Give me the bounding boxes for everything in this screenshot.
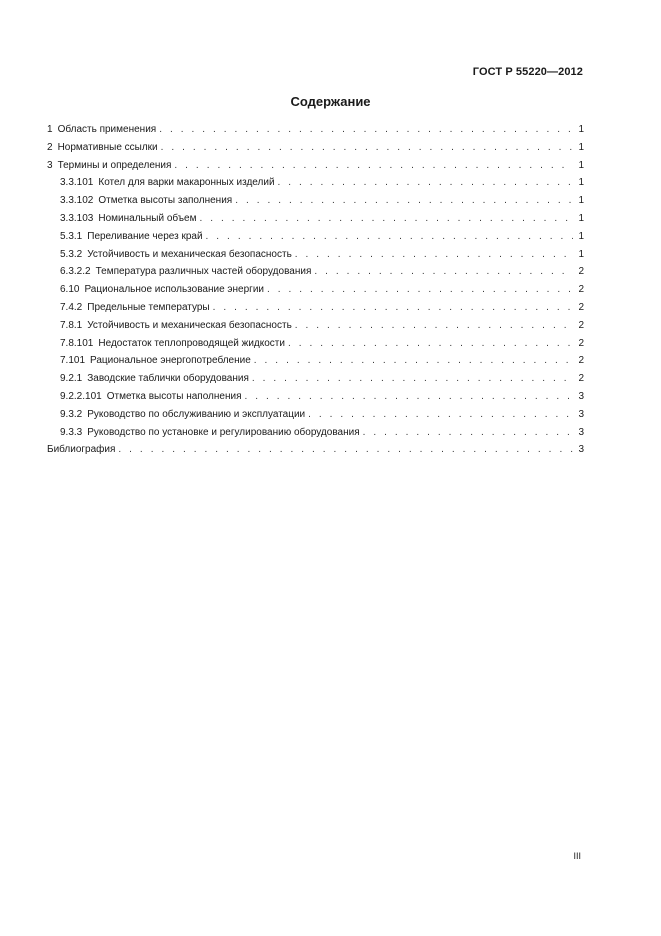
toc-entry-page: 1 bbox=[578, 124, 584, 135]
toc-dot-leader bbox=[213, 299, 573, 317]
toc-title: Содержание bbox=[290, 94, 371, 109]
toc-dot-leader bbox=[278, 174, 573, 192]
toc-entry-page: 1 bbox=[578, 195, 584, 207]
toc-entry-number: 9.2.2.101 bbox=[60, 390, 102, 402]
toc-entry[interactable] bbox=[47, 424, 584, 442]
toc-entry[interactable] bbox=[47, 388, 584, 406]
toc-dot-leader bbox=[295, 317, 573, 335]
toc-entry[interactable] bbox=[47, 174, 584, 192]
toc-dot-leader bbox=[244, 388, 573, 406]
toc-entry-number: 5.3.1 bbox=[60, 230, 83, 242]
toc-entry-page: 2 bbox=[578, 355, 584, 367]
toc-entry[interactable] bbox=[47, 263, 584, 281]
toc-dot-leader bbox=[235, 192, 573, 210]
toc-entry-number: 6.10 bbox=[60, 284, 80, 296]
toc-entry[interactable] bbox=[47, 299, 584, 317]
toc-entry-page: 1 bbox=[578, 248, 584, 260]
toc-entry-title: Устойчивость и механическая безопасность bbox=[87, 248, 292, 260]
toc-entry-page: 2 bbox=[578, 337, 584, 349]
toc-entry-title: Термины и определения bbox=[57, 159, 172, 171]
toc-dot-leader bbox=[161, 139, 573, 157]
toc-entry-page: 2 bbox=[578, 373, 584, 385]
toc-entry[interactable] bbox=[47, 335, 584, 353]
toc-entry-page: 3 bbox=[578, 408, 584, 420]
toc-entry-page: 1 bbox=[578, 230, 584, 242]
toc-entry-title: Рациональное энергопотребление bbox=[90, 355, 251, 367]
toc-entry-page: 2 bbox=[578, 284, 584, 296]
toc-dot-leader bbox=[363, 424, 573, 442]
toc-entry-number: 3 bbox=[47, 159, 53, 171]
toc-dot-leader bbox=[252, 370, 573, 388]
toc-entry-number: 5.3.2 bbox=[60, 248, 83, 260]
toc-entry-number: 1 bbox=[47, 124, 53, 135]
toc-entry[interactable] bbox=[47, 157, 584, 175]
page-number: III bbox=[573, 851, 581, 861]
toc-entry-title: Рациональное использование энергии bbox=[84, 284, 264, 296]
toc-entry[interactable] bbox=[47, 210, 584, 228]
toc-entry-page: 3 bbox=[578, 390, 584, 402]
toc-entry-title: Котел для варки макаронных изделий bbox=[98, 177, 275, 189]
toc-dot-leader bbox=[308, 406, 573, 424]
toc-entry[interactable] bbox=[47, 246, 584, 264]
toc-dot-leader bbox=[199, 210, 573, 228]
toc-dot-leader bbox=[295, 246, 573, 264]
toc-entry-number: 7.4.2 bbox=[60, 301, 83, 313]
toc-dot-leader bbox=[206, 228, 573, 246]
toc-entry-title: Температура различных частей оборудования bbox=[95, 266, 312, 278]
toc-entry-page: 2 bbox=[578, 319, 584, 331]
toc-entry[interactable] bbox=[47, 139, 584, 157]
toc-entry-title: Руководство по установке и регулированию оборудования bbox=[87, 426, 360, 438]
toc-entry-page: 1 bbox=[578, 141, 584, 153]
toc-entry-title: Нормативные ссылки bbox=[57, 141, 158, 153]
toc-dot-leader bbox=[254, 352, 573, 370]
toc-entry[interactable] bbox=[47, 317, 584, 335]
toc-entry-number: 7.101 bbox=[60, 355, 86, 367]
toc-entry-title: Устойчивость и механическая безопасность bbox=[87, 319, 292, 331]
toc-entry-page: 2 bbox=[578, 301, 584, 313]
toc-dot-leader bbox=[288, 335, 573, 353]
toc-entry-title: Номинальный объем bbox=[98, 212, 197, 224]
toc-entry-title: Заводские таблички оборудования bbox=[87, 373, 249, 385]
toc-dot-leader bbox=[159, 121, 573, 139]
toc-entry-number: 9.2.1 bbox=[60, 373, 83, 385]
toc-entry-title: Переливание через край bbox=[87, 230, 203, 242]
toc-entry-number: 3.3.101 bbox=[60, 177, 94, 189]
toc-entry-title: Недостаток теплопроводящей жидкости bbox=[98, 337, 285, 349]
toc-entry-number: 9.3.3 bbox=[60, 426, 83, 438]
toc-entry[interactable] bbox=[47, 370, 584, 388]
toc-entry[interactable] bbox=[47, 406, 584, 424]
toc-list bbox=[47, 121, 584, 459]
toc-entry[interactable] bbox=[47, 228, 584, 246]
toc-entry-title: Область применения bbox=[57, 124, 157, 135]
toc-entry-page: 3 bbox=[578, 426, 584, 438]
toc-entry-title: Отметка высоты заполнения bbox=[98, 195, 233, 207]
toc-entry-title: Руководство по обслуживанию и эксплуатации bbox=[87, 408, 306, 420]
toc-entry-page: 3 bbox=[578, 444, 584, 456]
toc-entry[interactable] bbox=[47, 441, 584, 459]
toc-entry[interactable] bbox=[47, 121, 584, 139]
toc-entry[interactable] bbox=[47, 281, 584, 299]
toc-entry[interactable] bbox=[47, 192, 584, 210]
toc-entry-number: 3.3.103 bbox=[60, 212, 94, 224]
toc-entry-title: Предельные температуры bbox=[87, 301, 210, 313]
toc-entry-page: 2 bbox=[578, 266, 584, 278]
document-code: ГОСТ Р 55220—2012 bbox=[472, 66, 583, 78]
toc-entry-number: 7.8.101 bbox=[60, 337, 94, 349]
toc-dot-leader bbox=[267, 281, 573, 299]
toc-entry-number: 9.3.2 bbox=[60, 408, 83, 420]
toc-dot-leader bbox=[174, 157, 573, 175]
toc-entry-page: 1 bbox=[578, 212, 584, 224]
toc-entry-number: 6.3.2.2 bbox=[60, 266, 91, 278]
toc-entry-title: Библиография bbox=[47, 444, 116, 456]
toc-entry-number: 2 bbox=[47, 141, 53, 153]
toc-entry-title: Отметка высоты наполнения bbox=[106, 390, 242, 402]
toc-entry-number: 7.8.1 bbox=[60, 319, 83, 331]
toc-entry-page: 1 bbox=[578, 159, 584, 171]
toc-dot-leader bbox=[314, 263, 573, 281]
toc-entry-number: 3.3.102 bbox=[60, 195, 94, 207]
toc-entry-page: 1 bbox=[578, 177, 584, 189]
toc-dot-leader bbox=[118, 441, 573, 459]
toc-entry[interactable] bbox=[47, 352, 584, 370]
